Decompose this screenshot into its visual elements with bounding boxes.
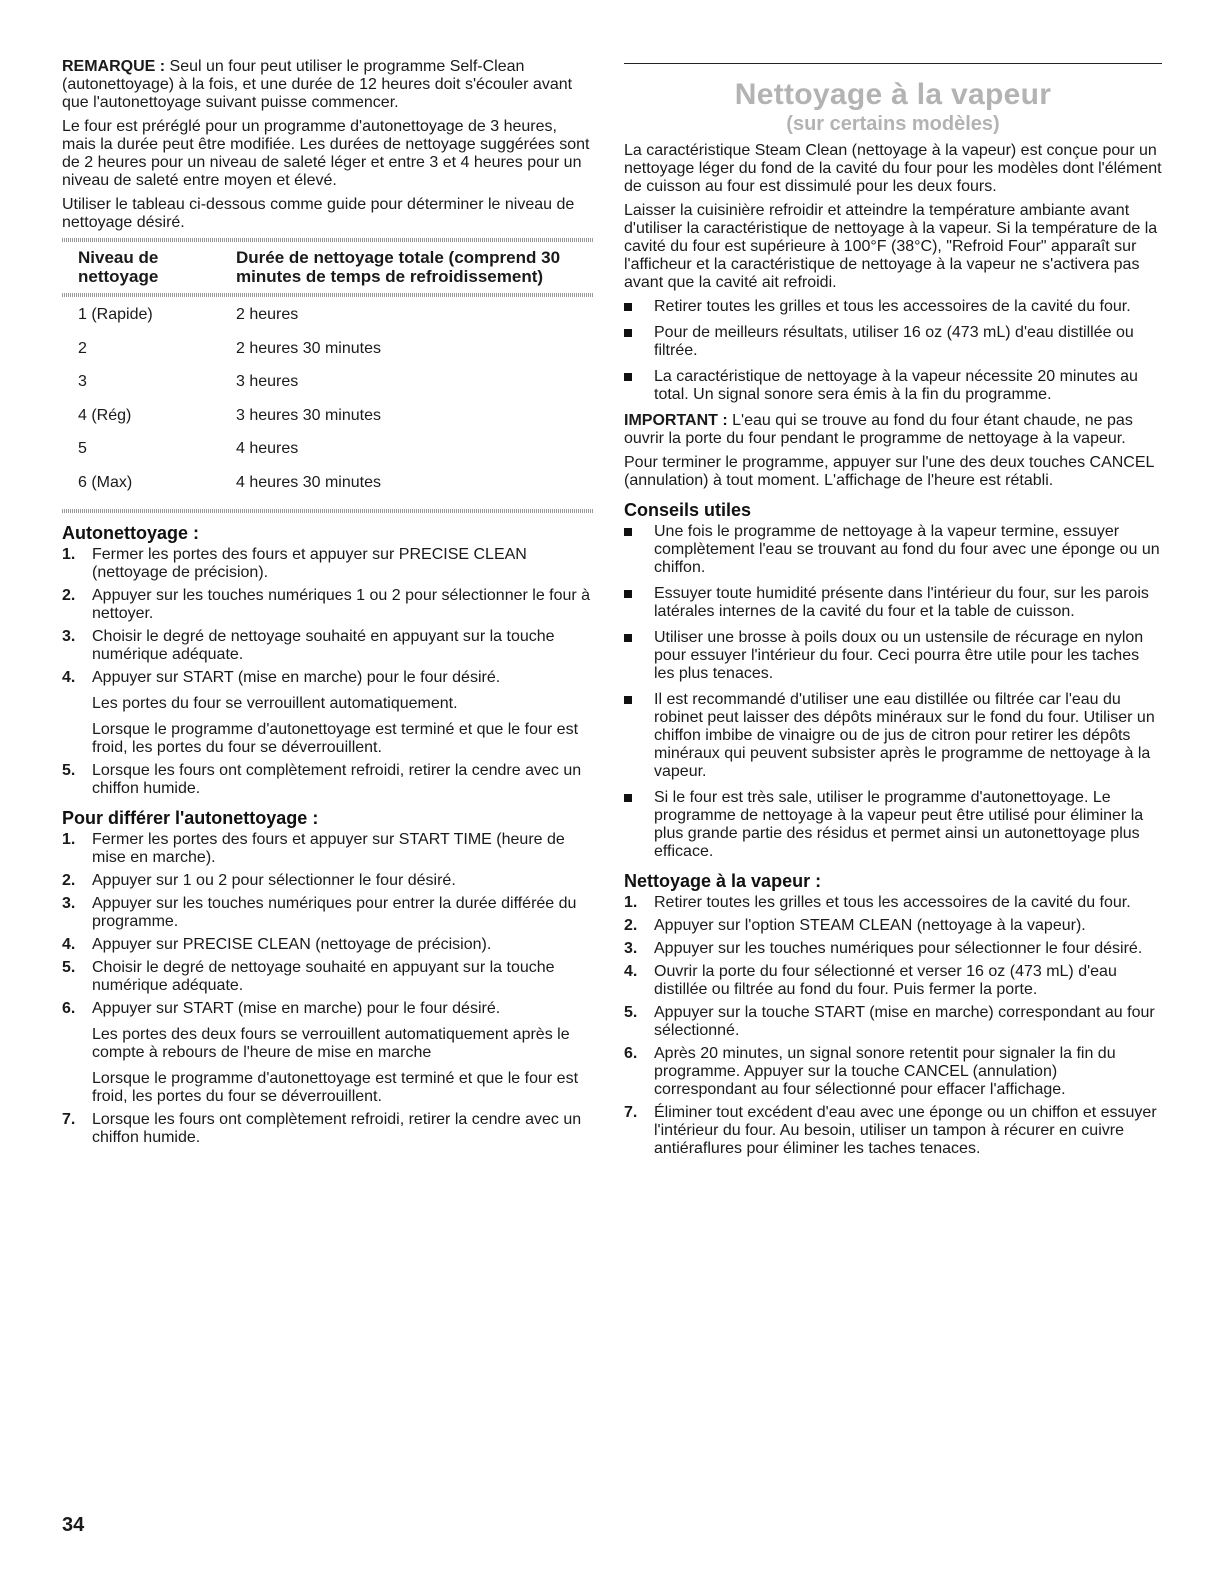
bullet-text: La caractéristique de nettoyage à la vapeur nécessite 20 minutes au total. Un signal sonore sera émis à la fin du programme. (654, 368, 1138, 403)
bullet-text: Essuyer toute humidité présente dans l'intérieur du four, sur les parois latérales internes de la cavité du four et la table de cuisson. (654, 585, 1149, 620)
cell-duration: 3 heures 30 minutes (236, 406, 381, 424)
step-number: 2. (62, 871, 76, 889)
step-number: 3. (62, 894, 76, 912)
cell-level: 6 (Max) (78, 473, 133, 491)
step-text: Fermer les portes des fours et appuyer sur START TIME (heure de mise en marche). (92, 830, 565, 866)
bullet-square-icon (624, 789, 654, 861)
table-top-rule (62, 238, 594, 242)
differer-heading: Pour différer l'autonettoyage : (62, 807, 319, 828)
table-row (62, 303, 594, 337)
bullet-text: Retirer toutes les grilles et tous les accessoires de la cavité du four. (654, 298, 1131, 315)
important-text: L'eau qui se trouve au fond du four étant chaude, ne pas ouvrir la porte du four pendant le programme de nettoyage à la vapeur. (624, 412, 1133, 447)
step-text: Lorsque les fours ont complètement refroidi, retirer la cendre avec un chiffon humide. (92, 761, 582, 797)
bullet-square-icon (624, 368, 654, 404)
step-number: 2. (62, 586, 76, 604)
step-number: 4. (624, 963, 638, 980)
table-row (62, 437, 594, 471)
list-item (624, 298, 1162, 316)
table-row (62, 337, 594, 371)
step-number: 3. (62, 627, 76, 645)
table-guide-paragraph: Utiliser le tableau ci-dessous comme guide pour déterminer le niveau de nettoyage désiré. (62, 196, 575, 231)
bullet-square-icon (624, 629, 654, 683)
right-column (624, 58, 1162, 1163)
step-text: Appuyer sur START (mise en marche) pour le four désiré. (92, 668, 501, 686)
list-item (62, 587, 594, 623)
cancel-paragraph: Pour terminer le programme, appuyer sur l'une des deux touches CANCEL (annulation) à tout moment. L'affichage de l'heure est rétabli. (624, 454, 1154, 489)
cell-duration: 2 heures (236, 306, 299, 323)
vapeur-steps (624, 894, 1162, 1158)
step-number: 6. (624, 1045, 638, 1062)
cleaning-level-table (62, 238, 594, 513)
step-text: Appuyer sur PRECISE CLEAN (nettoyage de précision). (92, 935, 492, 953)
list-item (62, 546, 594, 582)
step-text: Appuyer sur les touches numériques 1 ou 2 pour sélectionner le four à nettoyer. (92, 586, 591, 622)
step-text: Choisir le degré de nettoyage souhaité en appuyant sur la touche numérique adéquate. (92, 627, 555, 663)
step-text: Appuyer sur START (mise en marche) pour le four désiré. (92, 999, 501, 1017)
step-text: Appuyer sur 1 ou 2 pour sélectionner le four désiré. (92, 871, 456, 889)
step-number: 6. (62, 999, 76, 1017)
table-header (62, 246, 594, 289)
list-item (624, 691, 1162, 781)
page-number: 34 (62, 1514, 85, 1536)
intro-paragraph: Le four est préréglé pour un programme d'autonettoyage de 3 heures, mais la durée peut être modifiée. Les durées de nettoyage suggérées sont de 2 heures pour un niveau de saleté léger et entre 3 et 4 heures pour un niveau de saleté entre moyen et élevé. (62, 118, 590, 189)
step-number: 5. (62, 958, 76, 976)
step-note: Les portes du four se verrouillent automatiquement. (92, 694, 458, 712)
step-number: 4. (62, 935, 76, 953)
step-number: 2. (624, 917, 638, 934)
important-label: IMPORTANT : (624, 412, 728, 429)
list-item (624, 1045, 1162, 1099)
step-text: Fermer les portes des fours et appuyer sur PRECISE CLEAN (nettoyage de précision). (92, 545, 527, 581)
step-note: Les portes des deux fours se verrouillent automatiquement après le compte à rebours de l'heure de mise en marche (92, 1025, 570, 1061)
list-item (624, 523, 1162, 577)
vapeur-steps-heading: Nettoyage à la vapeur : (624, 871, 822, 891)
cell-level: 1 (Rapide) (78, 306, 153, 323)
step-text: Après 20 minutes, un signal sonore retentit pour signaler la fin du programme. Appuyer sur la touche CANCEL (annulation) correspondant au four sélectionné pour effacer l'affichage. (654, 1045, 1116, 1098)
table-row (62, 471, 594, 505)
left-column (62, 58, 594, 1152)
step-text: Choisir le degré de nettoyage souhaité en appuyant sur la touche numérique adéquate. (92, 958, 555, 994)
important-note (624, 412, 1162, 448)
steam-prep-bullets (624, 298, 1162, 404)
steam-temperature-paragraph: Laisser la cuisinière refroidir et atteindre la température ambiante avant d'utiliser la caractéristique de nettoyage à la vapeur. Si la température de la cavité du four est supérieure à 100°F (38°C), "Refroid Four" apparaît sur l'afficheur et la caractéristique de nettoyage à la vapeur ne s'activera pas avant que la cavité ait refroidi. (624, 202, 1158, 291)
list-item (624, 324, 1162, 360)
list-item (62, 831, 594, 867)
list-item (624, 940, 1162, 958)
remarque-note (62, 58, 594, 112)
step-number: 5. (624, 1004, 638, 1021)
differer-steps (62, 831, 594, 1147)
bullet-text: Une fois le programme de nettoyage à la vapeur termine, essuyer complètement l'eau se trouvant au fond du four avec une éponge ou un chiffon. (654, 523, 1160, 576)
header-duration: Durée de nettoyage totale (comprend 30 minutes de temps de refroidissement) (236, 248, 561, 286)
list-item (62, 959, 594, 995)
table-header-rule (62, 293, 594, 297)
list-item (624, 1104, 1162, 1158)
list-item (62, 1111, 594, 1147)
conseils-bullets (624, 523, 1162, 861)
step-text: Ouvrir la porte du four sélectionné et verser 16 oz (473 mL) d'eau distillée ou filtrée au fond du four. Puis fermer la porte. (654, 963, 1117, 998)
step-text: Appuyer sur les touches numériques pour sélectionner le four désiré. (654, 940, 1143, 957)
bullet-square-icon (624, 298, 654, 316)
bullet-text: Utiliser une brosse à poils doux ou un ustensile de récurage en nylon pour essuyer l'intérieur du four. Ceci pourra être utile pour les taches les plus tenaces. (654, 629, 1144, 682)
list-item (624, 917, 1162, 935)
bullet-square-icon (624, 585, 654, 621)
step-number: 7. (624, 1104, 638, 1121)
header-level: Niveau de nettoyage (78, 248, 159, 286)
step-text: Éliminer tout excédent d'eau avec une éponge ou un chiffon et essuyer l'intérieur du four. Au besoin, utiliser un tampon à récurer en cuivre antiéraflures pour éliminer les taches tenaces. (654, 1104, 1157, 1157)
remarque-label: REMARQUE : (62, 58, 166, 75)
list-item (62, 628, 594, 664)
remarque-text: Seul un four peut utiliser le programme Self-Clean (autonettoyage) à la fois, et une durée de 12 heures doit s'écouler avant que l'autonettoyage suivant puisse commencer. (62, 58, 573, 111)
autonettoyage-heading: Autonettoyage : (62, 522, 199, 543)
step-note: Lorsque le programme d'autonettoyage est terminé et que le four est froid, les portes du four se déverrouillent. (92, 1069, 579, 1105)
table-row (62, 370, 594, 404)
cell-level: 4 (Rég) (78, 406, 132, 424)
step-number: 1. (62, 830, 76, 848)
list-item (624, 368, 1162, 404)
conseils-heading: Conseils utiles (624, 500, 752, 520)
step-text: Appuyer sur la touche START (mise en marche) correspondant au four sélectionné. (654, 1004, 1155, 1039)
table-row (62, 404, 594, 438)
cell-duration: 3 heures (236, 373, 299, 391)
list-item (624, 1004, 1162, 1040)
step-text: Appuyer sur les touches numériques pour entrer la durée différée du programme. (92, 894, 577, 930)
list-item (624, 789, 1162, 861)
table-bottom-rule (62, 509, 594, 513)
bullet-text: Il est recommandé d'utiliser une eau distillée ou filtrée car l'eau du robinet peut laisser des dépôts minéraux sur le fond du four. Utiliser un chiffon imbibe de vinaigre ou de jus de citron pour retirer les dépôts minéraux qui peuvent subsister après le programme de nettoyage à la vapeur. (654, 691, 1155, 780)
autonettoyage-steps (62, 546, 594, 798)
step-text: Retirer toutes les grilles et tous les accessoires de la cavité du four. (654, 894, 1131, 911)
section-title: Nettoyage à la vapeur (734, 78, 1052, 111)
step-number: 1. (62, 545, 76, 563)
cell-duration: 2 heures 30 minutes (236, 339, 381, 357)
list-item (624, 963, 1162, 999)
table-body (62, 301, 594, 505)
cell-level: 2 (78, 339, 87, 357)
bullet-square-icon (624, 691, 654, 781)
bullet-text: Si le four est très sale, utiliser le programme d'autonettoyage. Le programme de nettoyage à la vapeur peut être utilisé pour éliminer la plus grande partie des résidus et permet ainsi un autonettoyage plus efficace. (654, 789, 1144, 860)
step-text: Lorsque les fours ont complètement refroidi, retirer la cendre avec un chiffon humide. (92, 1110, 582, 1146)
list-item (624, 894, 1162, 912)
step-text: Appuyer sur l'option STEAM CLEAN (nettoyage à la vapeur). (654, 917, 1086, 934)
bullet-text: Pour de meilleurs résultats, utiliser 16 oz (473 mL) d'eau distillée ou filtrée. (654, 324, 1134, 359)
list-item (62, 669, 594, 757)
list-item (62, 1000, 594, 1106)
step-note: Lorsque le programme d'autonettoyage est terminé et que le four est froid, les portes du four se déverrouillent. (92, 720, 579, 756)
section-top-rule (624, 63, 1162, 64)
cell-duration: 4 heures 30 minutes (236, 473, 381, 491)
step-number: 3. (624, 940, 638, 957)
bullet-square-icon (624, 523, 654, 577)
cell-level: 5 (78, 440, 87, 458)
list-item (62, 762, 594, 798)
list-item (624, 585, 1162, 621)
list-item (62, 895, 594, 931)
cell-duration: 4 heures (236, 440, 299, 458)
step-number: 7. (62, 1110, 76, 1128)
list-item (62, 936, 594, 954)
list-item (624, 629, 1162, 683)
cell-level: 3 (78, 373, 87, 391)
step-number: 4. (62, 668, 76, 686)
bullet-square-icon (624, 324, 654, 360)
list-item (62, 872, 594, 890)
steam-intro-paragraph: La caractéristique Steam Clean (nettoyage à la vapeur) est conçue pour un nettoyage léger du fond de la cavité du four pour les modèles dont l'élément de cuisson au four est dissimulé pour les deux fours. (624, 142, 1162, 195)
section-subtitle: (sur certains modèles) (786, 113, 1000, 135)
step-number: 5. (62, 761, 76, 779)
step-number: 1. (624, 894, 638, 911)
